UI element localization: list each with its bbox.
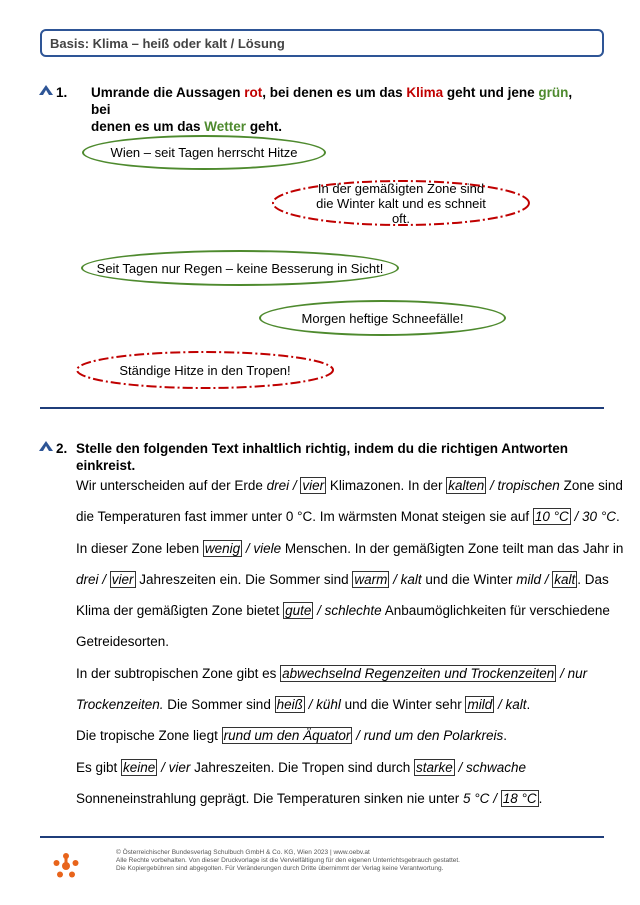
- answer-box[interactable]: kalten: [448, 478, 485, 493]
- mountain-triangle-icon: [38, 84, 54, 96]
- task2-number: 2.: [56, 441, 68, 456]
- text-line: drei / vier Jahreszeiten ein. Die Sommer sind warm / kalt und die Winter mild / kalt . Das: [76, 571, 609, 587]
- statement-klima-gemaessigt[interactable]: In der gemäßigten Zone sind die Winter kalt und es schneit oft.: [272, 180, 530, 226]
- text-line: In der subtropischen Zone gibt es abwechselnd Regenzeiten und Trockenzeiten / nur: [76, 665, 588, 681]
- answer-box[interactable]: keine: [123, 759, 156, 775]
- statement-wetter-wien[interactable]: Wien – seit Tagen herrscht Hitze: [82, 135, 326, 170]
- answer-box[interactable]: mild: [467, 697, 493, 713]
- answer-box[interactable]: wenig: [204, 540, 241, 556]
- task1-instruction: Umrande die Aussagen rot, bei denen es um das Klima geht und jene grün, bei denen es um das Wetter geht.: [91, 85, 573, 134]
- task1-number: 1.: [56, 85, 68, 100]
- mountain-triangle-icon: [38, 440, 54, 452]
- statement-wetter-schnee[interactable]: Morgen heftige Schneefälle!: [259, 300, 506, 336]
- answer-box[interactable]: rund um den Äquator: [223, 728, 351, 744]
- answer-box[interactable]: vier: [302, 478, 325, 493]
- answer-box[interactable]: vier: [111, 571, 134, 587]
- answer-box[interactable]: 18 °C: [502, 790, 537, 806]
- text-line: Es gibt keine / vier Jahreszeiten. Die Tropen sind durch starke / schwache: [76, 759, 527, 775]
- text-line: Die tropische Zone liegt rund um den Äquator / rund um den Polarkreis.: [76, 728, 508, 744]
- divider: [40, 836, 604, 838]
- answer-box[interactable]: kalt: [554, 571, 576, 587]
- statement-wetter-regen[interactable]: Seit Tagen nur Regen – keine Besserung in Sicht!: [81, 250, 399, 286]
- answer-box[interactable]: warm: [354, 571, 388, 587]
- red-dashed-ellipse: [272, 180, 530, 226]
- oebv-star-logo: [52, 852, 80, 880]
- answer-box[interactable]: heiß: [276, 697, 303, 713]
- text-line: Wir unterscheiden auf der Erde drei / vier Klimazonen. In der kalten / tropischen Zone sind: [76, 478, 623, 493]
- task2-text: [76, 478, 624, 822]
- red-dashed-ellipse: [76, 351, 334, 389]
- footer-copyright: © Österreichischer Bundesverlag Schulbuch GmbH & Co. KG, Wien 2023 | www.oebv.at Alle Rechte vorbehalten. Von dieser Druckvorlage ist die Vervielfältigung für den eigenen Unterrichtsgebrauch gestattet. Die Kopiergebühren sind abgegolten. Für Veränderungen durch Dritte übernimmt der Verlag keine Verantwortung.: [116, 849, 460, 872]
- answer-box[interactable]: abwechselnd Regenzeiten und Trockenzeiten: [282, 665, 555, 681]
- text-line: Klima der gemäßigten Zone bietet gute / schlechte Anbaumöglichkeiten für verschiedene: [76, 603, 610, 619]
- answer-box[interactable]: starke: [415, 759, 453, 775]
- text-line: die Temperaturen fast immer unter 0 °C. Im wärmsten Monat steigen sie auf 10 °C / 30 °C.: [76, 509, 620, 525]
- divider: [40, 407, 604, 409]
- answer-box[interactable]: gute: [285, 603, 312, 619]
- text-line: Trockenzeiten. Die Sommer sind heiß / kühl und die Winter sehr mild / kalt.: [76, 697, 531, 713]
- page-title: Basis: Klima – heiß oder kalt / Lösung: [40, 29, 604, 57]
- answer-box[interactable]: 10 °C: [534, 509, 569, 525]
- statement-klima-tropen[interactable]: Ständige Hitze in den Tropen!: [76, 351, 334, 389]
- task2-instruction: Stelle den folgenden Text inhaltlich richtig, indem du die richtigen Antworten einkreist.: [76, 441, 569, 473]
- text-line: In dieser Zone leben wenig / viele Menschen. In der gemäßigten Zone teilt man das Jahr in: [76, 540, 624, 556]
- text-line: Sonneneinstrahlung geprägt. Die Temperaturen sinken nie unter 5 °C / 18 °C .: [76, 790, 543, 806]
- text-line: Getreidesorten.: [76, 634, 170, 650]
